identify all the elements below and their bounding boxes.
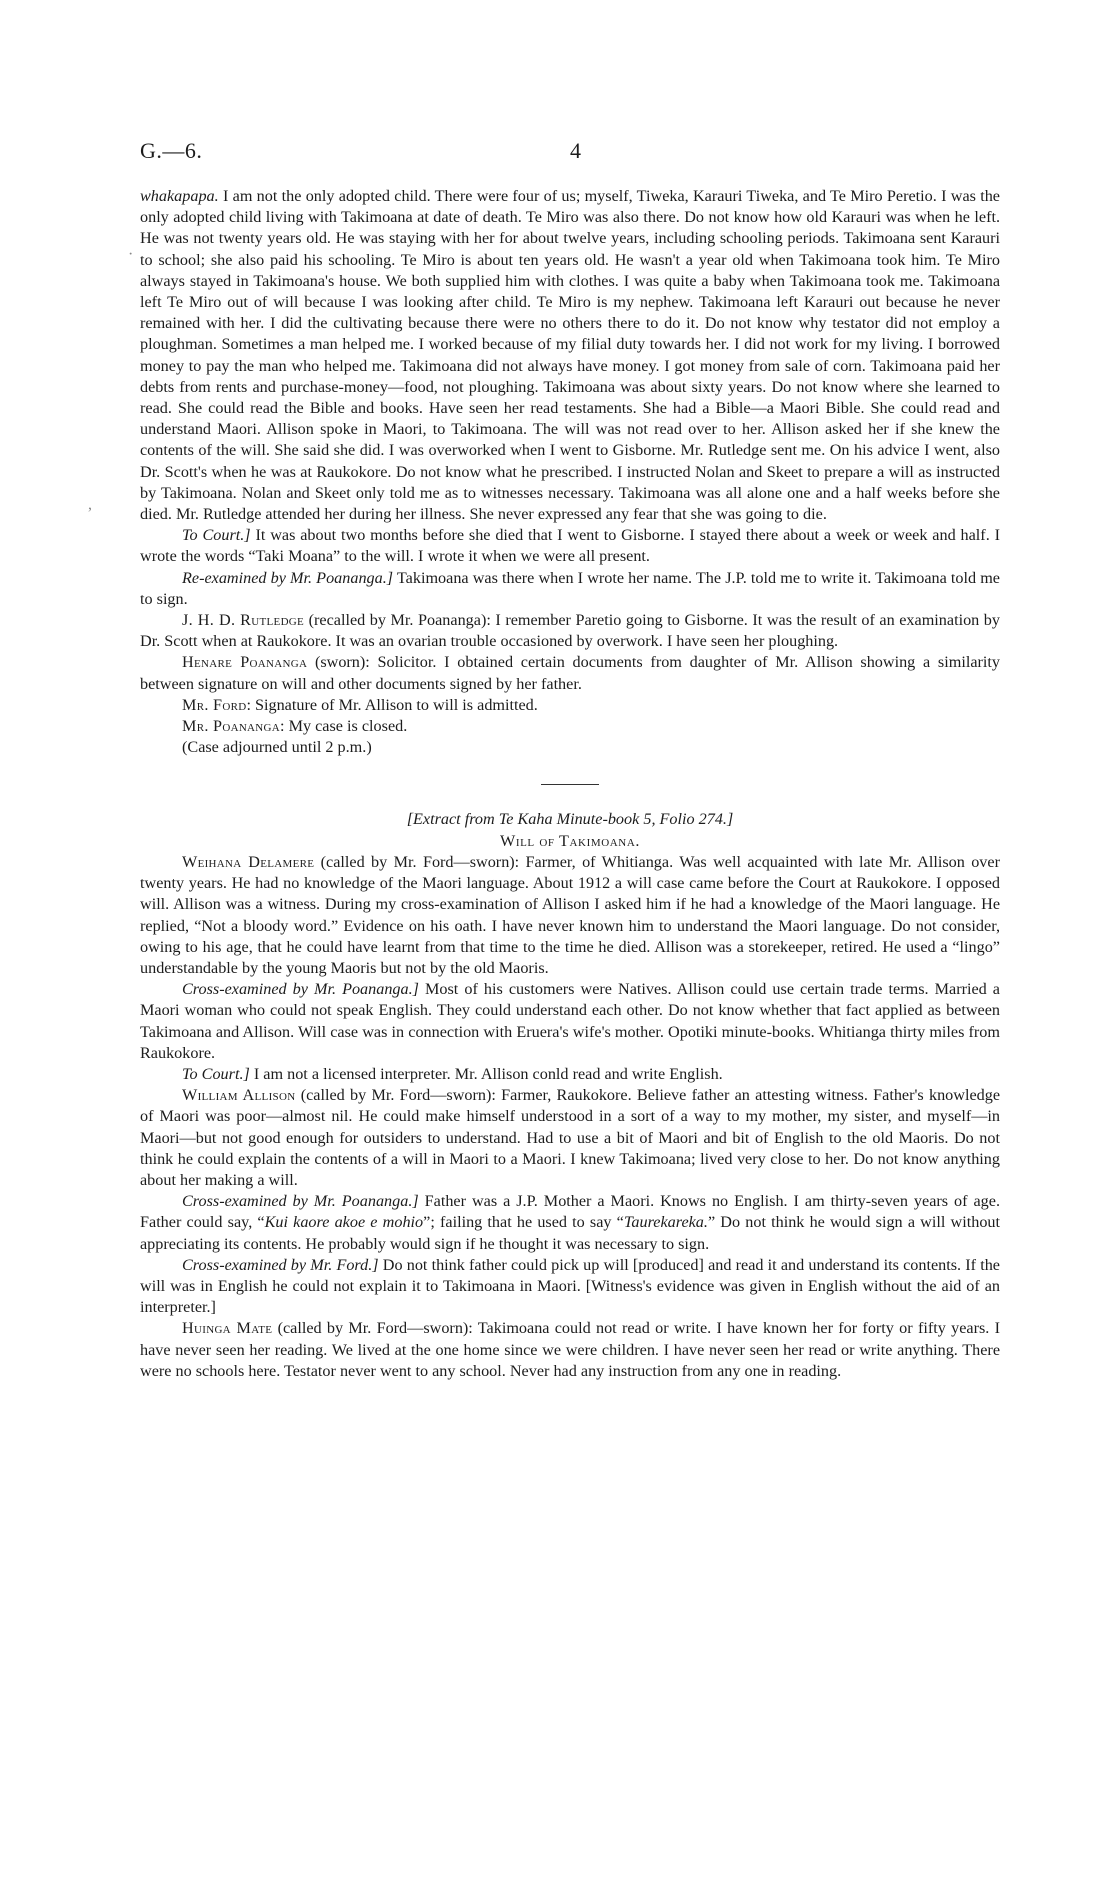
speaker-name: Mr. Ford [182,695,247,714]
paragraph-cross-examined-ford [140,1255,1000,1319]
paragraph-text: (called by Mr. Ford—sworn): Takimoana could not read or write. I have known her for forty or fifty years. I have never seen her reading. We lived at the one home since we were children. I have never seen her read or write anything. There were no schools here. Testator never went to any school. Never had any instruction from any one in reading. [140,1319,1000,1380]
maori-quote: Taurekareka. [623,1213,708,1232]
paragraph-text: Most of his customers were Natives. Allison could use certain trade terms. Married a Maori woman who could not speak English. They could understand each other. Do not know whether that fact applied as between Takimoana and Allison. Will case was in connection with Eruera's wife's mother. Opotiki minute-books. Whitianga thirty miles from Raukokore. [140,980,1000,1062]
examination-label: Cross-examined by Mr. Poananga.] [182,980,419,999]
paragraph-text: It was about two months before she died that I went to Gisborne. I stayed there about a week or week and half. I wrote the words “Taki Moana” to the will. I wrote it when we were all present. [140,526,1000,566]
paragraph-text: I am not a licensed interpreter. Mr. Allison conld read and write English. [249,1064,723,1083]
witness-name: Huinga Mate [182,1319,273,1338]
examination-label: Cross-examined by Mr. Poananga.] [182,1192,419,1211]
witness-name: Weihana Delamere [182,852,315,871]
paragraph-testimony-continued [140,186,1000,525]
margin-mark: · [128,246,134,263]
extract-caption: [Extract from Te Kaha Minute-book 5, Folio 274.] [406,810,734,829]
examination-label: Cross-examined by Mr. Ford.] [182,1255,379,1274]
paragraph-text: (called by Mr. Ford—sworn): Farmer, of Whitianga. Was well acquainted with late Mr. Allison over twenty years. He had no knowledge of the Maori language. About 1912 a will case came before the Court at Raukokore. I opposed will. Allison was a witness. During my cross-examination of Allison I asked him if he had a knowledge of the Maori language. He replied, “Not a bloody word.” Evidence on his oath. I have never known him to understand the Maori language. Do not consider, owing to his age, that he could have learnt from that time to the time he died. Allison was a storekeeper, retired. He used a “lingo” understandable by the young Maoris but not by the old Maoris. [140,852,1000,977]
witness-name: William Allison [182,1086,296,1105]
examination-label: To Court.] [182,1064,250,1083]
paragraph-text: (called by Mr. Ford—sworn): Farmer, Raukokore. Believe father an attesting witness. Father's knowledge of Maori was poor—almost nil. He could make himself understood in a sort of a way to my mother, my sister, and myself—in Maori—but not good enough for outsiders to understand. Had to use a bit of Maori and bit of English to the old Maoris. Do not think he could explain the contents of a will in Maori to a Maori. I knew Takimoana; lived very close to her. Do not know anything about her making a will. [140,1086,1000,1189]
paragraph-text: Do not think father could pick up will [produced] and read it and understand its contents. If the will was in English he could not explain it to Takimoana in Maori. [Witness's evidence was given in English without the aid of an interpreter.] [140,1255,1000,1317]
paragraph-cross-examined-poananga-2: Cross-examined by Mr. Poananga.] Father was a J.P. Mother a Maori. Knows no English. I am thirty-seven years of age. Father could say, “Kui kaore akoe e mohio”; failing that he used to say “Taurekareka.” Do not think he would sign a will without appreciating its contents. He probably would sign if he thought it was necessary to sign. [140,1192,1000,1253]
speaker-name: Mr. Poananga [182,717,281,736]
paragraph-to-court-2 [140,1064,1000,1085]
section-divider [541,784,599,785]
paragraph-text: I am not the only adopted child. There were four of us; myself, Tiweka, Karauri Tiweka, and Te Miro Peretio. I was the only adopted child living with Takimoana at date of death. Te Miro was also there. Do not know how old Karauri was when he left. He was not twenty years old. He was staying with her for about twelve years, including schooling periods. Takimoana sent Karauri to school; she also paid his schooling. Te Miro is about ten years old. He wasn't a year old when Takimoana took him. Te Miro always stayed in Takimoana's house. We both supplied him with clothes. I was quite a baby when Takimoana took me. Takimoana left Te Miro out of will because I was looking after child. Te Miro is my nephew. Takimoana left Karauri out because he never remained with her. I did the cultivating because there were no others there to do it. Do not know why testator did not employ a ploughman. Sometimes a man helped me. I worked because of my filial duty towards her. I did not work for my living. I borrowed money to pay the man who helped me. Takimoana did not always have money. I got money from sale of corn. Takimoana paid her debts from rents and purchase-money—food, not ploughing. Takimoana was about sixty years. Do not know where she learned to read. She could read the Bible and books. Have seen her read testaments. She had a Bible—a Maori Bible. She could read and understand Maori. Allison spoke in Maori, to Takimoana. The will was not read over to her. Allison asked her if she knew the contents of the will. She said she did. I was overworked when I went to Gisborne. Mr. Rutledge sent me. On his advice I went, also Dr. Scott's when he was at Raukokore. Do not know what he prescribed. I instructed Nolan and Skeet to prepare a will as instructed by Takimoana. Nolan and Skeet only told me as to witnesses necessary. Takimoana was all alone one and a half weeks before she died. Mr. Rutledge attended her during her illness. She never expressed any fear that she was going to die. [140,187,1000,524]
maori-term: whakapapa. [140,187,219,205]
paragraph-re-examined [140,568,1000,610]
paragraph-text: Takimoana was there when I wrote her name. The J.P. told me to write it. Takimoana told me to sign. [140,568,1000,608]
paragraph-huinga-mate [140,1318,1000,1382]
page-number: 4 [570,138,581,163]
paragraph-mr-ford [140,695,1000,716]
page-header [140,138,1000,168]
witness-name: Henare Poananga [182,653,308,672]
paragraph-delamere [140,852,1000,979]
document-reference: G.—6. [140,138,203,163]
paragraph-william-allison [140,1085,1000,1191]
paragraph-to-court [140,525,1000,567]
document-body [140,186,1000,1382]
section-title: Will of Takimoana. [499,831,641,850]
examination-label: To Court.] [182,526,251,545]
paragraph-mr-poananga [140,716,1000,737]
paragraph-text: : My case is closed. [280,717,408,736]
paragraph-poananga-sworn [140,652,1000,694]
maori-quote: Kui kaore akoe e mohio [264,1213,424,1232]
paragraph-text: : Signature of Mr. Allison to will is admitted. [246,695,538,714]
paragraph-adjourned: (Case adjourned until 2 p.m.) [182,738,372,757]
witness-name: J. H. D. Rutledge [182,611,305,630]
paragraph-text: (recalled by Mr. Poananga): I remember Paretio going to Gisborne. It was the result of an examination by Dr. Scott when at Raukokore. It was an ovarian trouble occasioned by overwork. I have seen her ploughing. [140,611,1000,651]
paragraph-text: (sworn): Solicitor. I obtained certain documents from daughter of Mr. Allison showing a similarity between signature on will and other documents signed by her father. [140,653,1000,693]
paragraph-cross-examined-poananga [140,979,1000,1064]
examination-label: Re-examined by Mr. Poananga.] [182,568,394,587]
margin-mark: , [88,496,92,513]
paragraph-rutledge [140,610,1000,652]
